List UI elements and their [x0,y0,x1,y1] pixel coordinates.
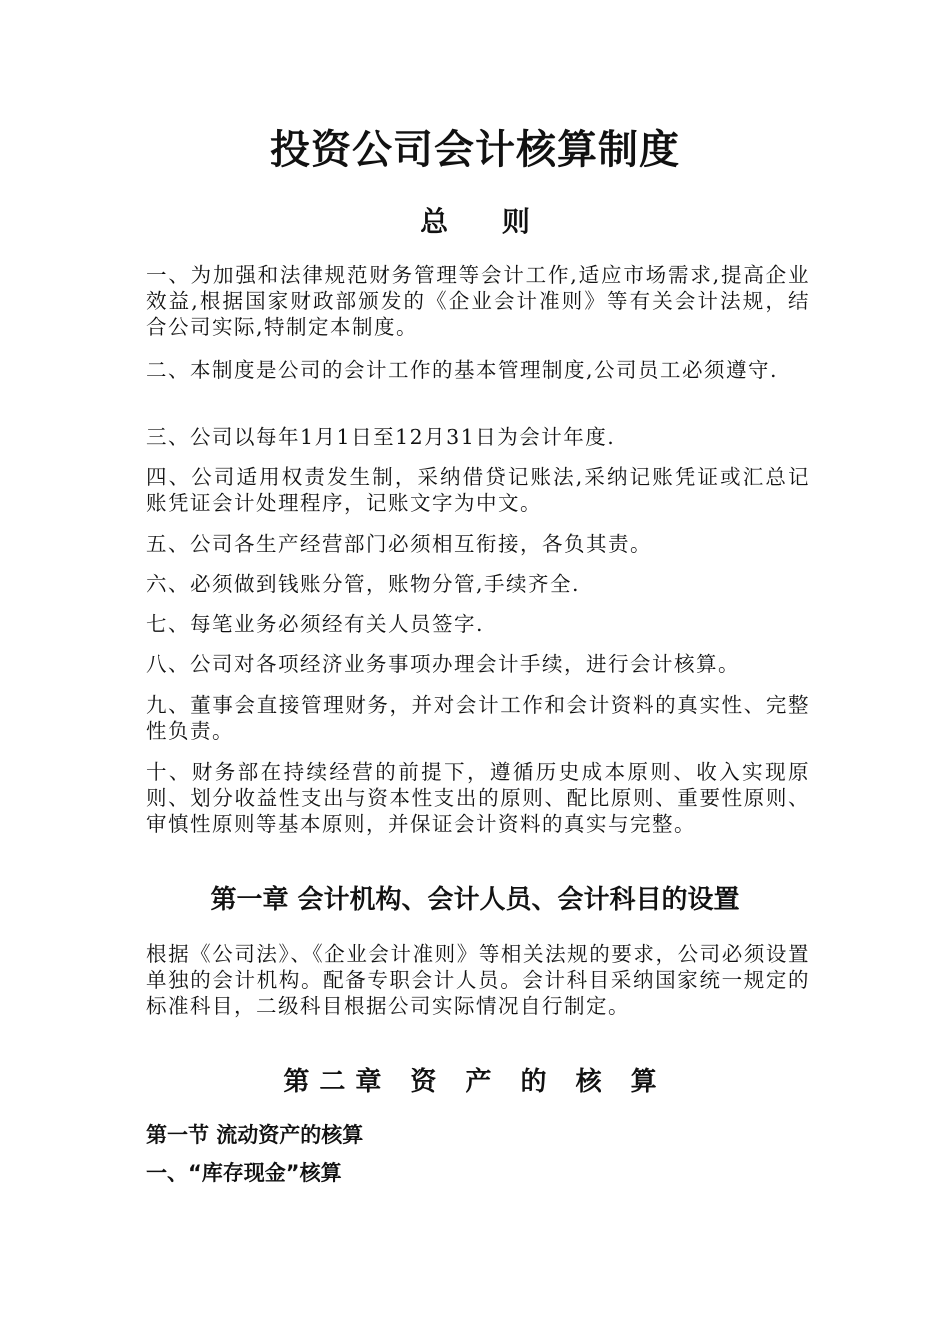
chapter-1-heading: 第一章 会计机构、会计人员、会计科目的设置 [210,885,740,915]
general-item-8: 八、公司对各项经济业务事项办理会计手续，进行会计核算。 [146,652,740,676]
general-item-5: 五、公司各生产经营部门必须相互衔接，各负其责。 [146,532,652,556]
general-item-10: 十、财务部在持续经营的前提下，遵循历史成本原则、收入实现原则、划分收益性支出与资本性支出的原则、配比原则、重要性原则、审慎性原则等基本原则，并保证会计资料的真实与完整。 [146,760,810,836]
section-1-heading: 第一节 流动资产的核算 [146,1123,364,1147]
general-item-1: 一、为加强和法律规范财务管理等会计工作,适应市场需求,提高企业效益,根据国家财政部颁发的《企业会计准则》等有关会计法规，结合公司实际,特制定本制度。 [146,263,810,339]
general-item-7: 七、每笔业务必须经有关人员签字. [146,612,485,636]
general-provisions-heading: 总 则 [420,205,552,238]
general-item-6: 六、必须做到钱账分管，账物分管,手续齐全. [146,572,581,596]
general-item-9: 九、董事会直接管理财务，并对会计工作和会计资料的真实性、完整性负责。 [146,693,810,743]
subsection-1-heading: 一、“库存现金”核算 [146,1161,342,1185]
general-item-4: 四、公司适用权责发生制，采纳借贷记账法,采纳记账凭证或汇总记账凭证会计处理程序，记账文字为中文。 [146,465,810,515]
chapter-2-heading: 第二章 资 产 的 核 算 [283,1067,667,1097]
general-item-2: 二、本制度是公司的会计工作的基本管理制度,公司员工必须遵守. [146,358,779,382]
general-item-3: 三、公司以每年1月1日至12月31日为会计年度. [146,425,616,449]
document-title: 投资公司会计核算制度 [270,127,680,173]
chapter-1-text: 根据《公司法》、《企业会计准则》等相关法规的要求，公司必须设置单独的会计机构。配备专职会计人员。会计科目采纳国家统一规定的标准科目，二级科目根据公司实际情况自行制定。 [146,942,810,1018]
